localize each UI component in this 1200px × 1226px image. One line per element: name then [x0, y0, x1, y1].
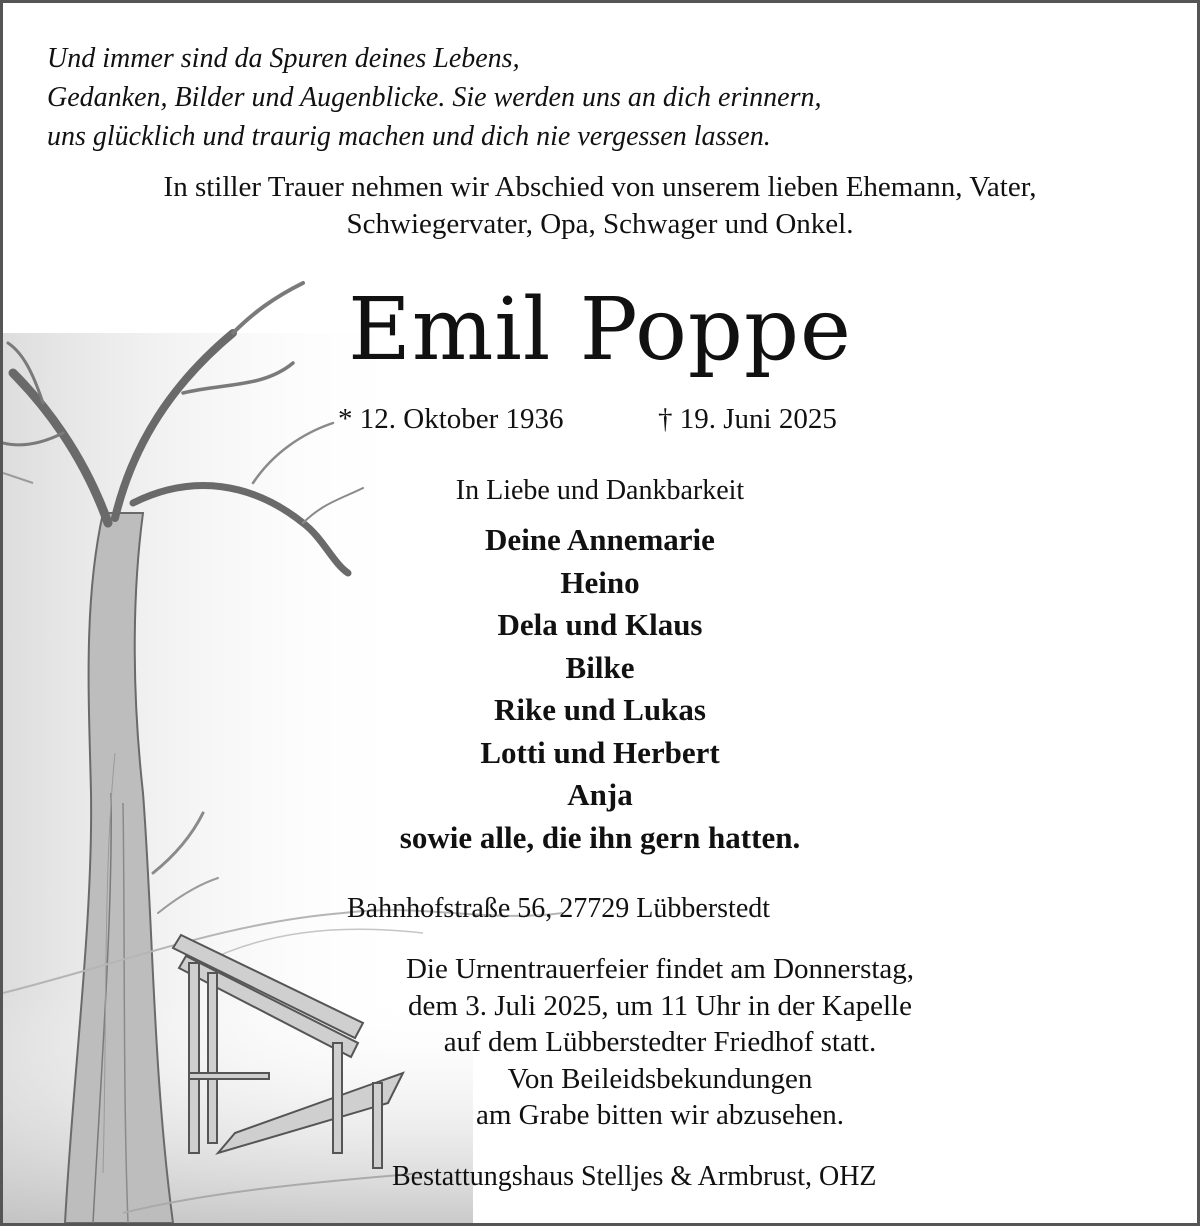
mourner-name: Bilke [565, 649, 635, 685]
mourners-intro: In Liebe und Dankbarkeit [455, 475, 745, 506]
birth-date: * 12. Oktober 1936 [338, 403, 564, 435]
ceremony-line: auf dem Lübberstedter Friedhof statt. [443, 1026, 877, 1058]
poem-line: Und immer sind da Spuren deines Lebens, [47, 43, 520, 74]
intro-text [3, 169, 1197, 243]
address: Bahnhofstraße 56, 27729 Lübberstedt [347, 893, 771, 924]
mourners-list [3, 519, 1197, 859]
ceremony-line: dem 3. Juli 2025, um 11 Uhr in der Kapelle [408, 989, 912, 1022]
ceremony-line: Von Beileidsbekundungen [507, 1062, 813, 1095]
intro-line: Schwiegervater, Opa, Schwager und Onkel. [346, 208, 854, 240]
deceased-name: Emil Poppe [348, 280, 852, 380]
mourner-name: Dela und Klaus [497, 607, 703, 642]
mourner-name: Deine Annemarie [485, 522, 715, 557]
memorial-poem [47, 39, 821, 156]
death-date: † 19. Juni 2025 [658, 403, 837, 435]
ceremony-line: Die Urnentrauerfeier findet am Donnerstag, [405, 953, 915, 985]
mourner-name: Heino [560, 564, 640, 600]
poem-line: uns glücklich und traurig machen und dich nie vergessen lassen. [47, 121, 771, 152]
intro-line: In stiller Trauer nehmen wir Abschied von unserem lieben Ehemann, Vater, [163, 171, 1037, 203]
mourner-name: sowie alle, die ihn gern hatten. [399, 819, 801, 855]
mourner-name: Anja [567, 777, 633, 812]
funeral-home: Bestattungshaus Stelljes & Armbrust, OHZ [392, 1161, 877, 1192]
mourner-name: Lotti und Herbert [480, 734, 720, 770]
mourner-name: Rike und Lukas [494, 692, 706, 727]
poem-line: Gedanken, Bilder und Augenblicke. Sie werden uns an dich erinnern, [47, 82, 822, 113]
ceremony-line: am Grabe bitten wir abzusehen. [476, 1099, 844, 1131]
ceremony-info [63, 951, 1200, 1134]
